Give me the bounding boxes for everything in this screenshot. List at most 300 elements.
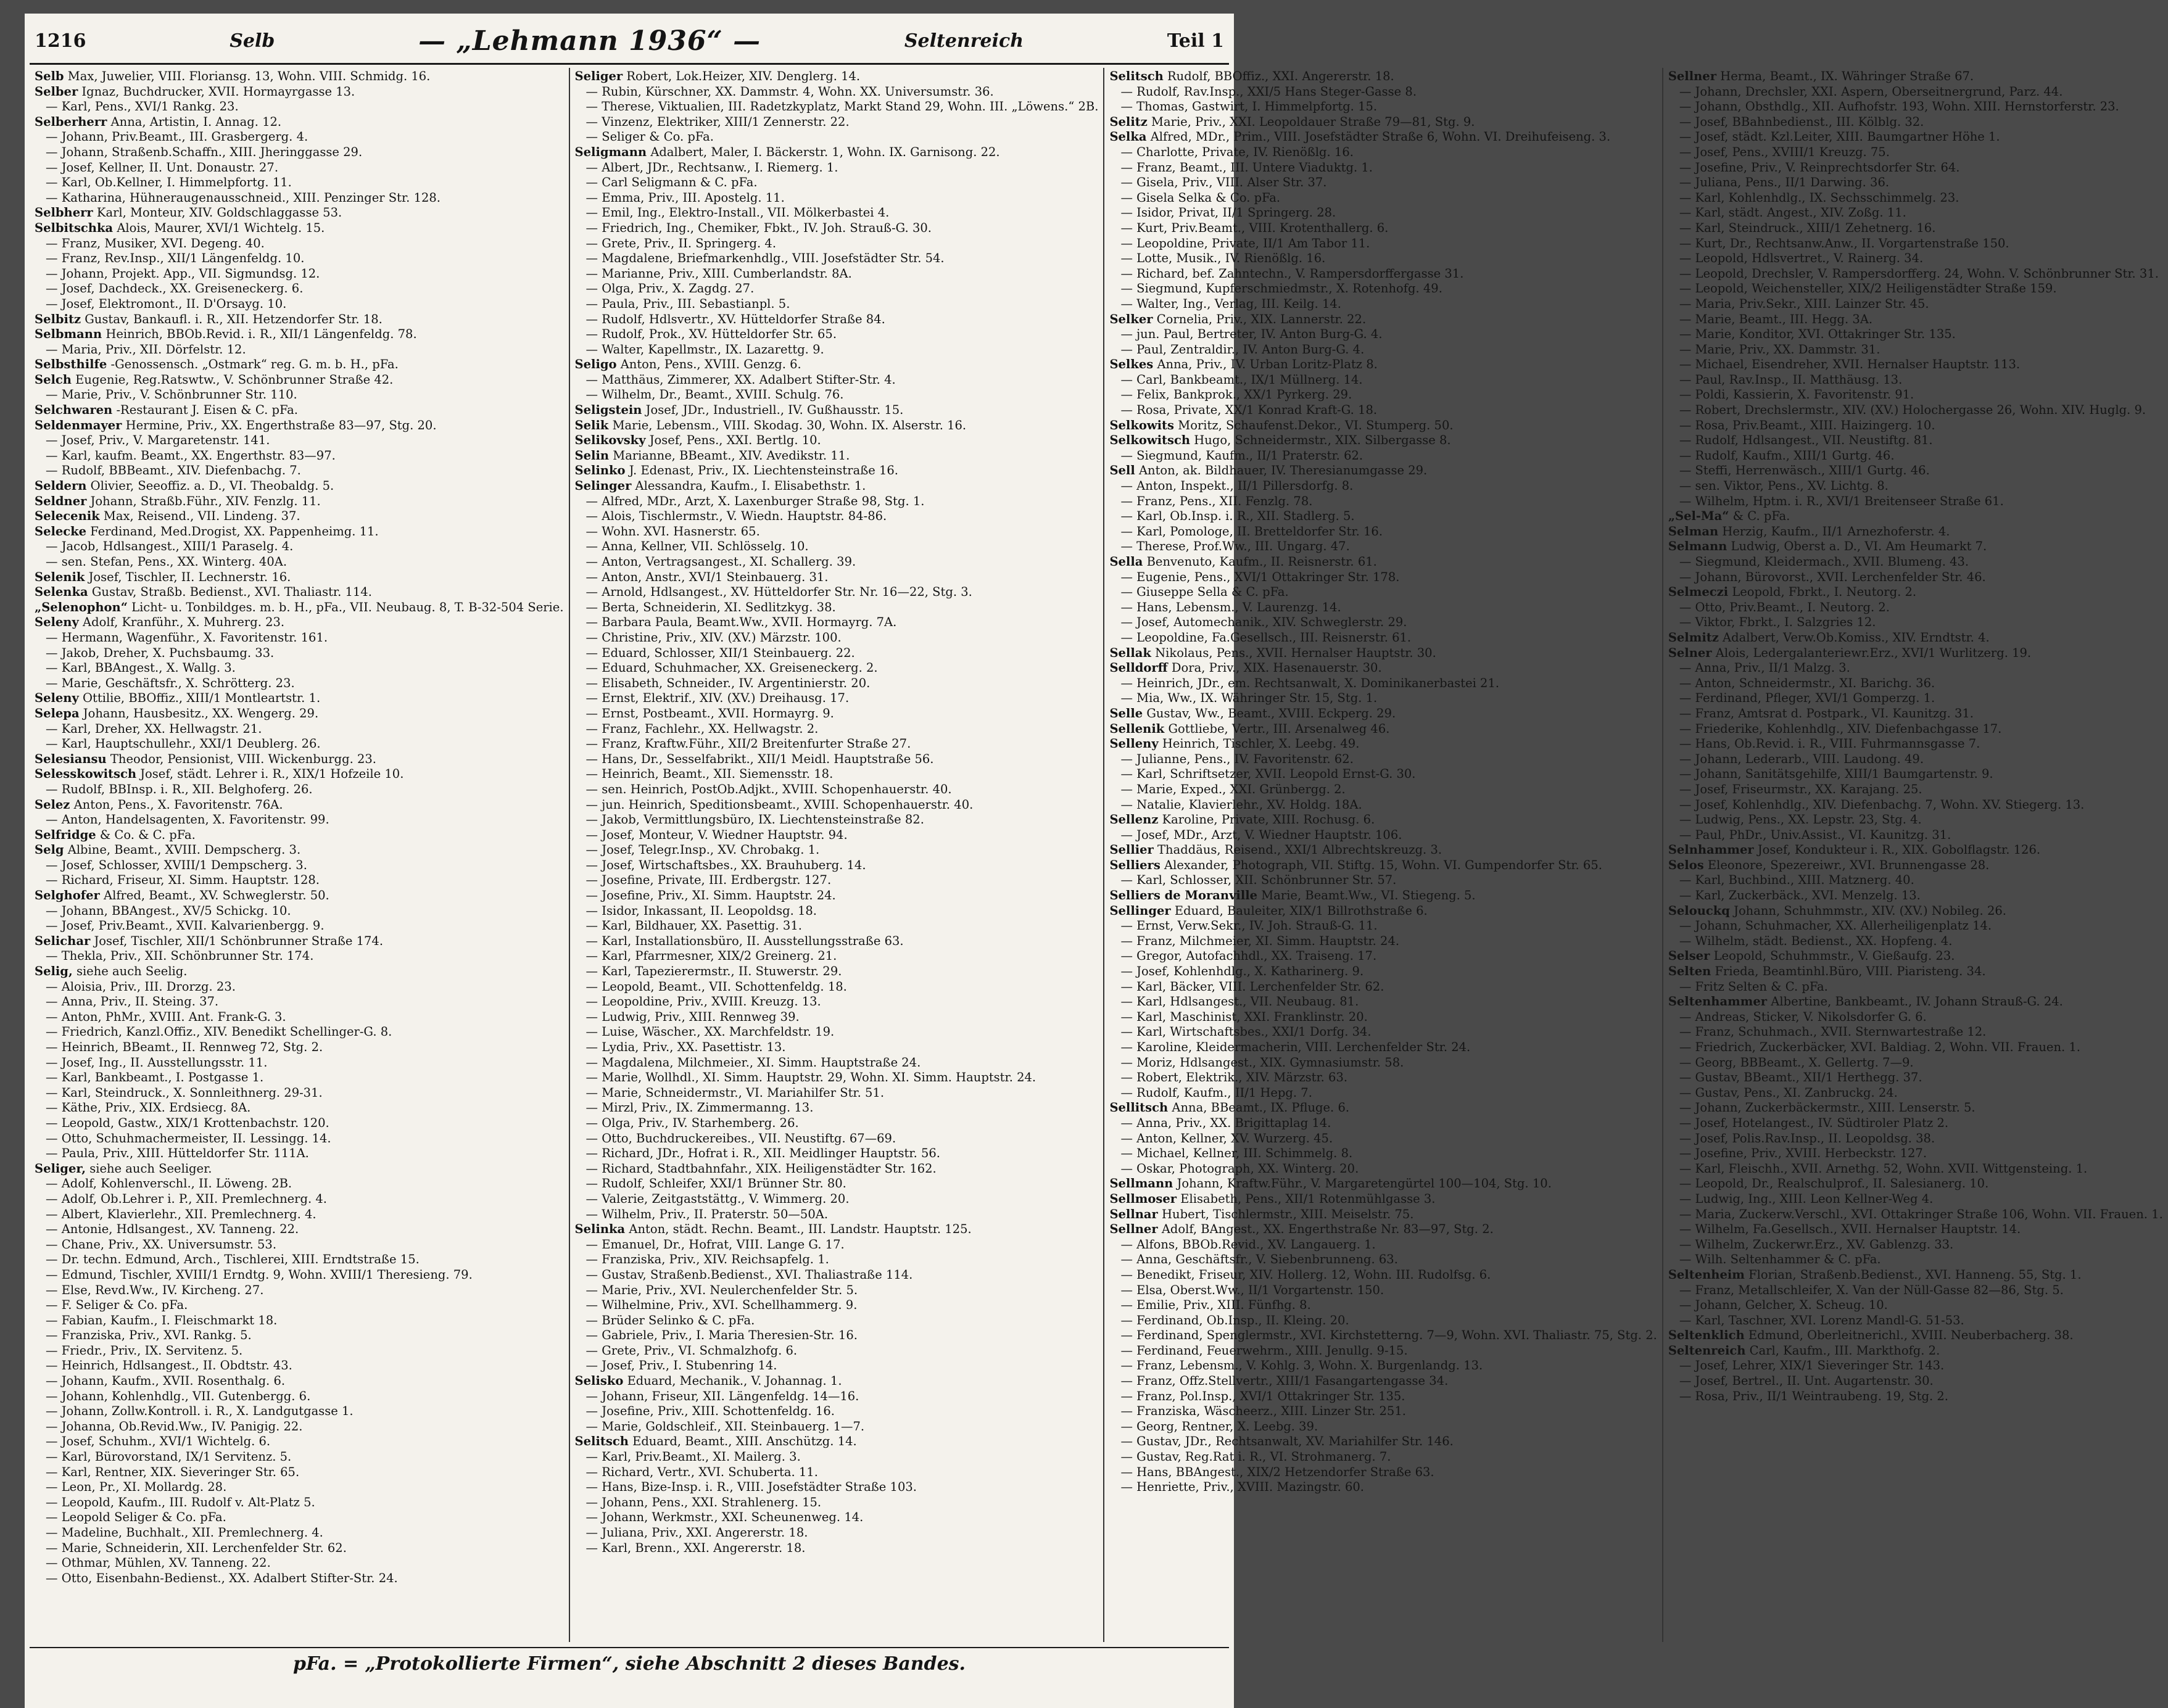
directory-entry: — sen. Viktor, Pens., XV. Lichtg. 8. [1679,479,1889,493]
entry-details: Josef, Friseurmstr., XX. Karajang. 25. [1695,782,1922,796]
entry-surname: Sellner [1109,1222,1158,1237]
entry-details: Wilhelm, Zuckerwr.Erz., XV. Gablenzg. 33. [1695,1237,1954,1252]
directory-entry [35,585,564,600]
directory-entry [35,752,564,767]
directory-entry [1109,1192,1657,1207]
entry-details: Adolf, Kohlenverschl., II. Löweng. 2B. [61,1176,292,1191]
entry-details: Marie, Schneiderin, XII. Lerchenfelder Str. 62. [61,1540,347,1555]
directory-entry: — Juliana, Pens., II/1 Darwing. 36. [1679,175,1890,190]
directory-entry: — Heinrich, BBeamt., II. Rennweg 72, Stg. 2. [46,1040,323,1054]
directory-entry: — Mia, Ww., IX. Währinger Str. 15, Stg. 1. [1120,691,1378,706]
entry-surname: Selmann [1668,539,1727,554]
directory-entry: — Seliger & Co. pFa. [585,130,714,144]
directory-entry: — Karl, Steindruck., X. Sonnleithnerg. 29-31. [46,1085,323,1100]
directory-entry [1109,646,1657,661]
entry-surname: „Sel-Ma“ [1668,509,1729,524]
directory-entry: — Johann, Kaufm., XVII. Rosenthalg. 6. [46,1374,286,1388]
directory-entry [1109,418,1657,434]
directory-entry: — Robert, Elektrik., XIV. Märzstr. 63. [1120,1070,1348,1085]
entry-details: Seliger & Co. pFa. [602,130,714,144]
entry-details: Karl, Bäcker, VIII. Lerchenfelder Str. 62. [1136,979,1384,994]
directory-entry: — Franz, Musiker, XVI. Degeng. 40. [46,236,265,250]
entry-details: Heinrich, BBOb.Revid. i. R., XII/1 Längenfeldg. 78. [106,327,417,342]
directory-entry: — Franziska, Priv., XIV. Reichsapfelg. 1. [585,1252,829,1267]
entry-details: Dr. techn. Edmund, Arch., Tischlerei, XIII. Erndtstraße 15. [61,1252,420,1267]
directory-entry [1668,964,2163,980]
directory-entry: — Josefine, Priv., XI. Simm. Hauptstr. 24. [585,888,836,903]
directory-entry: — Oskar, Photograph, XX. Winterg. 20. [1120,1161,1359,1176]
entry-details: Oskar, Photograph, XX. Winterg. 20. [1136,1161,1359,1176]
directory-entry: — Marie, Wollhdl., XI. Simm. Hauptstr. 29, Wohn. XI. Simm. Hauptstr. 24. [585,1070,1036,1085]
directory-entry: — Friedr., Priv., IX. Servitenz. 5. [46,1343,243,1358]
entry-details: Nikolaus, Pens., XVII. Hernalser Hauptstr. 30. [1155,645,1436,660]
directory-entry: — Gabriele, Priv., I. Maria Theresien-Str. 16. [585,1328,858,1343]
directory-entry: — Fabian, Kaufm., I. Fleischmarkt 18. [46,1313,278,1327]
entry-details: Karl, Kohlenhdlg., IX. Sechsschimmelg. 23. [1695,190,1959,205]
entry-details: Friedrich, Ing., Chemiker, Fbkt., IV. Joh. Strauß-G. 30. [602,220,932,235]
directory-entry: — Josefine, Priv., V. Reinprechtsdorfer Str. 64. [1679,160,1960,175]
entry-details: Gustav, Straßenb.Bedienst., XVI. Thaliastraße 114. [602,1267,913,1282]
entry-details: Leopold, Weichensteller, XIX/2 Heiligenstädter Straße 159. [1695,281,2057,296]
entry-details: Emma, Priv., III. Apostelg. 11. [602,190,785,205]
entry-details: Rudolf, Rav.Insp., XXI/5 Hans Steger-Gasse 8. [1136,84,1417,99]
entry-surname: Selichar [35,933,91,948]
directory-entry [35,479,564,494]
entry-details: Ernst, Elektrif., XIV. (XV.) Dreihausg. 17. [602,691,850,706]
entry-details: Rudolf, Schleifer, XXI/1 Brünner Str. 80. [602,1176,846,1191]
entry-details: Käthe, Priv., XIX. Erdsiecg. 8A. [61,1100,251,1115]
directory-entry: — Madeline, Buchhalt., XII. Premlechnerg. 4. [46,1525,323,1540]
directory-entry: — Maria, Zuckerw.Verschl., XVI. Ottakringer Straße 106, Wohn. VII. Frauen. 1. [1679,1207,2163,1221]
entry-details: Franziska, Priv., XVI. Rankg. 5. [61,1328,252,1343]
directory-entry: — Rudolf, Prok., XV. Hütteldorfer Str. 65. [585,327,837,342]
entry-details: Thaddäus, Reisend., XXI/1 Albrechtskreuzg. 3. [1157,843,1442,857]
directory-entry [575,403,1099,418]
directory-entry: — Wilhelm, Zuckerwr.Erz., XV. Gablenzg. 33. [1679,1237,1954,1252]
directory-entry [1668,524,2163,540]
directory-entry: — Franz, Fachlehr., XX. Hellwagstr. 2. [585,721,819,736]
entry-surname: Selghofer [35,888,100,903]
entry-details: Paul, Zentraldir., IV. Anton Burg-G. 4. [1136,342,1365,357]
entry-surname: Selikovsky [574,433,646,448]
directory-entry: — Gisela Selka & Co. pFa. [1120,190,1281,205]
directory-entry: — Josefine, Priv., XVIII. Herbeckstr. 127. [1679,1146,1927,1161]
entry-details: Edmund, Tischler, XVIII/1 Erndtg. 9, Wohn. XVIII/1 Theresieng. 79. [61,1267,473,1282]
entry-details: Vinzenz, Elektriker, XIII/1 Zennerstr. 22. [602,114,850,129]
entry-details: Rudolf, Kaufm., XIII/1 Gurtg. 46. [1695,448,1895,463]
directory-entry: — Marie, Goldschleif., XII. Steinbauerg. 1—7. [585,1419,865,1434]
entry-details: Josef, Hotelangest., IV. Südtiroler Platz 2. [1695,1115,1949,1130]
directory-entry: — Thomas, Gastwirt, I. Himmelpfortg. 15. [1120,99,1378,114]
entry-details: Alois, Ledergalanteriewr.Erz., XVI/1 Wurlitzerg. 19. [1715,645,2032,660]
entry-details: Friedrich, Zuckerbäcker, XVI. Baldiag. 2, Wohn. VII. Frauen. 1. [1695,1040,2081,1054]
entry-details: Karl, Schlosser, XII. Schönbrunner Str. 57. [1136,873,1397,888]
directory-entry: — Rosa, Priv.Beamt., XIII. Haizingerg. 10. [1679,418,1935,432]
entry-surname: Selman [1668,524,1719,538]
entry-surname: Selber [35,84,78,99]
entry-details: Ernst, Postbeamt., XVII. Hormayrg. 9. [602,706,834,720]
entry-details: Josef, Elektromont., II. D'Orsayg. 10. [61,296,287,311]
entry-details: jun. Paul, Bertreter, IV. Anton Burg-G. 4. [1136,327,1383,342]
entry-surname: Seldner [35,493,87,508]
entry-details: Anton, Pens., XVIII. Genzg. 6. [620,357,801,372]
entry-details: Franziska, Wäscheerz., XIII. Linzer Str. 251. [1136,1404,1406,1419]
entry-details: Anna, Priv., II. Steing. 37. [61,994,219,1009]
directory-entry: — Franz, Amtsrat d. Postpark., VI. Kaunitzg. 31. [1679,706,1974,720]
directory-entry: — Rudolf, Rav.Insp., XXI/5 Hans Steger-Gasse 8. [1120,84,1417,99]
entry-surname: Selig, [35,964,73,979]
entry-details: Eleonore, Spezereiwr., XVI. Brunnengasse 28. [1707,857,1990,872]
directory-entry: — Josef, Dachdeck., XX. Greiseneckerg. 6. [46,281,304,296]
entry-details: Josef, Lehrer, XIX/1 Sieveringer Str. 143. [1695,1358,1945,1373]
entry-details: Karoline, Kleidermacherin, VIII. Lerchenfelder Str. 24. [1136,1040,1471,1054]
directory-entry: — Josef, Wirtschaftsbes., XX. Brauhuberg. 14. [585,857,866,872]
directory-entry: — Wilhelm, Priv., II. Praterstr. 50—50A. [585,1207,829,1221]
directory-entry: — Leopold, Drechsler, V. Rampersdorfferg. 24, Wohn. V. Schönbrunner Str. 31. [1679,266,2159,281]
directory-entry: — Maria, Priv., XII. Dörfelstr. 12. [46,342,246,357]
directory-entry: — Siegmund, Kleidermach., XVII. Blumeng. 43. [1679,555,1969,569]
directory-entry [1668,539,2163,555]
entry-details: Franz, Musiker, XVI. Degeng. 40. [61,236,265,250]
entry-details: -Restaurant J. Eisen & C. pFa. [116,403,298,418]
directory-entry: — Franz, Metallschleifer, X. Van der Nüll-Gasse 82—86, Stg. 5. [1679,1282,2064,1297]
directory-entry: — Eduard, Schlosser, XII/1 Steinbauerg. 22. [585,645,855,660]
directory-entry [1109,736,1657,752]
entry-surname: Selepa [35,706,80,720]
entry-details: Else, Revd.Ww., IV. Kircheng. 27. [61,1282,264,1297]
entry-details: Johann, Lederarb., VIII. Laudong. 49. [1695,751,1924,766]
directory-entry: — Steffi, Herrenwäsch., XIII/1 Gurtg. 46. [1679,463,1930,478]
directory-entry: — Josefine, Priv., XIII. Schottenfeldg. 16. [585,1404,835,1419]
entry-details: Walter, Ing., Verlag, III. Keilg. 14. [1136,296,1341,311]
directory-entry: — Johann, Obsthdlg., XII. Aufhofstr. 193, Wohn. XIII. Hernstorferstr. 23. [1679,99,2119,114]
entry-details: Grete, Priv., II. Springerg. 4. [602,236,777,250]
entry-details: Max, Juwelier, VIII. Floriansg. 13, Wohn. VIII. Schmidg. 16. [67,69,431,83]
header-rule [30,63,1229,65]
entry-details: Olivier, Seeoffiz. a. D., VI. Theobaldg. 5. [90,479,334,493]
header-title: — „Lehmann 1936“ — [418,25,761,57]
entry-details: Josef, JDr., Industriell., IV. Gußhausstr. 15. [645,403,904,418]
directory-entry: — Alfred, MDr., Arzt, X. Laxenburger Straße 98, Stg. 1. [585,493,925,508]
directory-entry: — Franz, Offz.Stellvertr., XIII/1 Fasangartengasse 34. [1120,1374,1449,1388]
directory-entry: — Aloisia, Priv., III. Drorzg. 23. [46,979,236,994]
directory-entry: — Karl, kaufm. Beamt., XX. Engerthstr. 83—97. [46,448,336,463]
entry-details: Karoline, Private, XIII. Rochusg. 6. [1162,812,1375,827]
directory-page [25,14,2163,1708]
directory-entry: — jun. Paul, Bertreter, IV. Anton Burg-G. 4. [1120,327,1383,342]
entry-details: J. Edenast, Priv., IX. Liechtensteinstraße 16. [629,463,898,478]
directory-entry: — Marie, Schneidermstr., VI. Mariahilfer Str. 51. [585,1085,885,1100]
directory-entry [35,494,564,510]
directory-entry: — Karl, Rentner, XIX. Sieveringer Str. 65. [46,1464,300,1479]
entry-surname: Seltenreich [1668,1343,1746,1358]
entry-surname: Selnhammer [1668,843,1754,857]
directory-entry: — Franziska, Priv., XVI. Rankg. 5. [46,1328,252,1343]
directory-entry: — Richard, Friseur, XI. Simm. Hauptstr. 128. [46,873,320,888]
entry-details: Brüder Selinko & C. pFa. [602,1313,755,1327]
directory-entry: — Rudolf, BBBeamt., XIV. Diefenbachg. 7. [46,463,301,478]
directory-entry [35,373,564,388]
directory-entry: — Gustav, JDr., Rechtsanwalt, XV. Mariahilfer Str. 146. [1120,1434,1454,1449]
directory-entry [35,706,564,722]
entry-surname: Seltenheim [1668,1267,1745,1282]
directory-entry: — Anna, Priv., II. Steing. 37. [46,994,219,1009]
directory-entry: — Leopold, Beamt., VII. Schottenfeldg. 18. [585,979,847,994]
entry-details: Eduard, Beamt., XIII. Anschützg. 14. [632,1434,857,1449]
directory-entry: — Katharina, Hühneraugenausschneid., XIII. Penzinger Str. 128. [46,190,441,205]
directory-entry: — Marie, Priv., XX. Dammstr. 31. [1679,342,1880,357]
entry-details: Ernst, Verw.Sekr., IV. Joh. Strauß-G. 11. [1136,918,1378,933]
entry-details: Grete, Priv., VI. Schmalzhofg. 6. [602,1343,798,1358]
directory-entry: — Carl, Bankbeamt., IX/1 Müllnerg. 14. [1120,372,1363,387]
entry-details: Ferdinand, Ob.Insp., II. Kleing. 20. [1136,1313,1349,1327]
entry-details: Johann, Zuckerbäckermstr., XIII. Lenserstr. 5. [1695,1100,1976,1115]
directory-entry [35,403,564,418]
entry-details: sen. Stefan, Pens., XX. Winterg. 40A. [61,555,288,569]
directory-entry: — Otto, Eisenbahn-Bedienst., XX. Adalbert Stifter-Str. 24. [46,1570,398,1585]
entry-details: Hans, Lebensm., V. Laurenzg. 14. [1136,600,1341,614]
directory-entry: — Ludwig, Ing., XIII. Leon Kellner-Weg 4. [1679,1191,1934,1206]
entry-surname: Sellenz [1109,812,1159,827]
directory-entry: — Karl, Bankbeamt., I. Postgasse 1. [46,1070,264,1085]
directory-entry [1109,69,1657,85]
directory-entry: — Johann, Sanitätsgehilfe, XIII/1 Baumgartenstr. 9. [1679,767,1993,782]
entry-details: Benedikt, Friseur, XIV. Hollerg. 12, Wohn. III. Rudolfsg. 6. [1136,1267,1491,1282]
entry-details: Ludwig, Ing., XIII. Leon Kellner-Weg 4. [1695,1191,1934,1206]
directory-entry: — Rudolf, Schleifer, XXI/1 Brünner Str. 80. [585,1176,846,1191]
entry-details: Licht- u. Tonbildges. m. b. H., pFa., VII. Neubaug. 8, T. B-32-504 Serie. [131,600,564,614]
entry-details: Karl, Pomologe, II. Bretteldorfer Str. 16. [1136,524,1383,538]
entry-details: Marie, Schneidermstr., VI. Mariahilfer Str. 51. [602,1085,885,1100]
entry-surname: Selkowits [1109,418,1175,432]
directory-entry: — Albert, Klavierlehr., XII. Premlechnerg. 4. [46,1207,317,1221]
directory-entry [1668,843,2163,858]
directory-entry: — Valerie, Zeitgaststättg., V. Wimmerg. 20. [585,1191,850,1206]
directory-entry: — Richard, bef. Zahntechn., V. Rampersdorffergasse 31. [1120,266,1464,281]
entry-details: Heinrich, JDr., em. Rechtsanwalt, X. Dominikanerbastei 21. [1136,675,1500,690]
directory-entry: — Wilh. Seltenhammer & C. pFa. [1679,1252,1881,1267]
entry-details: -Genossensch. „Ostmark“ reg. G. m. b. H., pFa. [110,357,399,372]
entry-details: Johann, Werkmstr., XXI. Scheunenweg. 14. [602,1510,864,1525]
entry-details: Jacob, Hdlsangest., XIII/1 Paraselg. 4. [61,539,294,554]
entry-details: Georg, Rentner, X. Leebg. 39. [1136,1419,1318,1434]
entry-details: Marie, Beamt., III. Hegg. 3A. [1695,311,1873,326]
entry-details: Olga, Priv., IV. Starhemberg. 26. [602,1115,799,1130]
directory-entry: — Olga, Priv., IV. Starhemberg. 26. [585,1115,799,1130]
entry-details: Elisabeth, Pens., XII/1 Rotenmühlgasse 3. [1180,1191,1436,1206]
directory-entry: — Emma, Priv., III. Apostelg. 11. [585,190,785,205]
entry-details: Herma, Beamt., IX. Währinger Straße 67. [1720,69,1974,83]
entry-details: Richard, Friseur, XI. Simm. Hauptstr. 128. [61,873,320,888]
directory-entry: — Marie, Geschäftsfr., X. Schrötterg. 23. [46,675,295,690]
entry-details: Luise, Wäscher., XX. Marchfeldstr. 19. [602,1025,835,1039]
directory-entry: — Johann, Lederarb., VIII. Laudong. 49. [1679,751,1924,766]
directory-entry: — F. Seliger & Co. pFa. [46,1298,188,1313]
entry-details: Hubert, Tischlermstr., XIII. Meiselstr. 75. [1162,1207,1414,1221]
entry-surname: Sellak [1109,645,1151,660]
directory-entry: — Friedrich, Zuckerbäcker, XVI. Baldiag. 2, Wohn. VII. Frauen. 1. [1679,1040,2081,1054]
entry-surname: Seleny [35,691,79,706]
directory-entry: — Karl, Ob.Insp. i. R., XII. Stadlerg. 5. [1120,509,1355,524]
entry-details: Moriz, Hdlsangest., XIX. Gymnasiumstr. 58. [1136,1055,1404,1070]
directory-entry [35,418,564,434]
entry-surname: Selle [1109,706,1143,720]
directory-entry: — Johann, Werkmstr., XXI. Scheunenweg. 14. [585,1510,864,1525]
entry-details: Hermine, Priv., XX. Engerthstraße 83—97, Stg. 20. [125,418,437,432]
entry-details: Marie, Priv., XVI. Neulerchenfelder Str. 5. [602,1282,858,1297]
header-first-entry: Selb [230,30,275,52]
entry-details: Paula, Priv., XIII. Hütteldorfer Str. 111A. [61,1146,309,1161]
entry-details: Alessandra, Kaufm., I. Elisabethstr. 1. [635,479,866,493]
entry-details: Otto, Buchdruckereibes., VII. Neustiftg. 67—69. [602,1131,896,1145]
directory-entry: — Karl, Installationsbüro, II. Ausstellungsstraße 63. [585,933,904,948]
entry-details: Poldi, Kassierin, X. Favoritenstr. 91. [1695,387,1914,402]
entry-details: Franz, Pol.Insp., XVI/1 Ottakringer Str. 135. [1136,1388,1405,1403]
entry-details: Heinrich, Beamt., XII. Siemensstr. 18. [602,767,834,782]
directory-entry: — Lydia, Priv., XX. Pasettistr. 13. [585,1040,786,1054]
directory-entry: — Brüder Selinko & C. pFa. [585,1313,755,1327]
directory-entry: — Johanna, Ob.Revid.Ww., IV. Panigig. 22. [46,1419,303,1434]
entry-details: Emil, Ing., Elektro-Install., VII. Mölkerbastei 4. [602,205,890,220]
entry-surname: Selitz [1109,114,1148,129]
directory-entry: — Emil, Ing., Elektro-Install., VII. Mölkerbastei 4. [585,205,890,220]
directory-entry: — Georg, BBBeamt., X. Gellertg. 7—9. [1679,1055,1914,1070]
directory-entry: — Rudolf, Hdlsvertr., XV. Hütteldorfer Straße 84. [585,311,885,326]
entry-details: sen. Heinrich, PostOb.Adjkt., XVIII. Schopenhauerstr. 40. [602,782,952,796]
directory-entry: — Wilhelmine, Priv., XVI. Schellhammerg. 9. [585,1298,858,1313]
entry-details: Karl, städt. Angest., XIV. Zoßg. 11. [1695,205,1906,220]
directory-entry: — Leopoldine, Fa.Gesellsch., III. Reisnerstr. 61. [1120,630,1412,645]
entry-details: Karl, Maschinist, XXI. Franklinstr. 20. [1136,1009,1368,1024]
directory-entry: — Leopoldine, Priv., XVIII. Kreuzg. 13. [585,994,821,1009]
directory-entry: — Käthe, Priv., XIX. Erdsiecg. 8A. [46,1100,251,1115]
directory-entry: — Josef, Ing., II. Ausstellungsstr. 11. [46,1055,268,1070]
entry-details: Katharina, Hühneraugenausschneid., XIII. Penzinger Str. 128. [61,190,441,205]
directory-entry: — Anna, Geschäftsfr., V. Siebenbrunneng. 63. [1120,1252,1398,1267]
entry-details: Viktor, Fbrkt., I. Salzgries 12. [1695,615,1876,630]
entry-details: Karl, Hdlsangest., VII. Neubaug. 81. [1136,994,1359,1009]
entry-details: Johann, Obsthdlg., XII. Aufhofstr. 193, Wohn. XIII. Hernstorferstr. 23. [1695,99,2119,114]
entry-details: Josef, Automechanik., XIV. Schweglerstr. 29. [1136,615,1407,630]
entry-surname: Selitsch [574,1434,629,1449]
directory-entry [575,433,1099,448]
entry-details: jun. Heinrich, Speditionsbeamt., XVIII. Schopenhauerstr. 40. [602,797,974,812]
directory-entry [575,448,1099,464]
entry-details: Otto, Schuhmachermeister, II. Lessingg. 14. [61,1131,331,1145]
entry-details: Karl, Buchbind., XIII. Matznerg. 40. [1695,873,1914,888]
entry-details: Johann, Kohlenhdlg., VII. Gutenbergg. 6. [61,1388,311,1403]
header-last-entry: Seltenreich [904,30,1024,52]
entry-details: Josef, Monteur, V. Wiedner Hauptstr. 94. [602,827,848,842]
directory-entry: — sen. Stefan, Pens., XX. Winterg. 40A. [46,555,288,569]
directory-entry: — Ernst, Postbeamt., XVII. Hormayrg. 9. [585,706,834,720]
entry-details: Max, Reisend., VII. Lindeng. 37. [103,509,300,524]
entry-surname: Sellner [1668,69,1716,83]
entry-surname: Selitsch [1109,69,1164,83]
directory-entry [1109,812,1657,828]
entry-details: Johann, Hausbesitz., XX. Wengerg. 29. [83,706,319,720]
entry-details: Anton, Inspekt., II/1 Pillersdorfg. 8. [1136,479,1354,493]
directory-entry: — Walter, Ing., Verlag, III. Keilg. 14. [1120,296,1341,311]
directory-entry: — Josef, Kohlenhdlg., XIV. Diefenbachg. 7, Wohn. XV. Stiegerg. 13. [1679,797,2085,812]
entry-details: Franz, Pens., XII. Fenzlg. 78. [1136,493,1313,508]
directory-entry: — Marie, Konditor, XVI. Ottakringer Str. 135. [1679,327,1956,342]
directory-entry: — Ernst, Elektrif., XIV. (XV.) Dreihausg. 17. [585,691,850,706]
directory-entry: — Karl, Brenn., XXI. Angererstr. 18. [585,1540,806,1555]
entry-surname: Sellinger [1109,903,1171,918]
directory-entry: — Johann, Zollw.Kontroll. i. R., X. Landgutgasse 1. [46,1404,354,1419]
entry-details: Wohn. XVI. Hasnerstr. 65. [602,524,760,538]
entry-details: Hans, BBAngest., XIX/2 Hetzendorfer Straße 63. [1136,1464,1434,1479]
directory-entry: — Georg, Rentner, X. Leebg. 39. [1120,1419,1318,1434]
directory-entry: — Hermann, Wagenführ., X. Favoritenstr. 161. [46,630,328,645]
directory-entry: — Kurt, Priv.Beamt., VIII. Krotenthallerg. 6. [1120,220,1389,235]
directory-entry: — Gustav, BBeamt., XII/1 Herthegg. 37. [1679,1070,1922,1085]
entry-details: Johann, Schuhmacher, XX. Allerheiligenplatz 14. [1695,918,1992,933]
directory-entry: — Karl, Bürovorstand, IX/1 Servitenz. 5. [46,1450,292,1464]
entry-details: Michael, Kellner, III. Schimmelg. 8. [1136,1146,1353,1161]
entry-surname: Selmitz [1668,630,1719,645]
directory-entry: — Rudolf, Kaufm., XIII/1 Gurtg. 46. [1679,448,1895,463]
entry-details: Therese, Viktualien, III. Radetzkyplatz, Markt Stand 29, Wohn. III. „Löwens.“ 2B. [602,99,1099,114]
directory-entry: — Hans, BBAngest., XIX/2 Hetzendorfer Straße 63. [1120,1464,1434,1479]
entry-details: Paul, Rav.Insp., II. Matthäusg. 13. [1695,372,1903,387]
entry-details: Karl, Bürovorstand, IX/1 Servitenz. 5. [61,1450,292,1464]
entry-details: Rudolf, Hdlsvertr., XV. Hütteldorfer Straße 84. [602,311,885,326]
directory-entry: — Leopoldine, Private, II/1 Am Tabor 11. [1120,236,1370,250]
directory-entry: — Johann, Friseur, XII. Längenfeldg. 14—16. [585,1388,859,1403]
entry-details: Josef, Kohlenhdlg., X. Katharinerg. 9. [1136,964,1364,979]
directory-entry: — Karoline, Kleidermacherin, VIII. Lerchenfelder Str. 24. [1120,1040,1471,1054]
entry-details: Richard, JDr., Hofrat i. R., XII. Meidlinger Hauptstr. 56. [602,1146,940,1161]
entry-details: Emanuel, Dr., Hofrat, VIII. Lange G. 17. [602,1237,845,1252]
entry-details: Frieda, Beamtinhl.Büro, VIII. Piaristeng. 34. [1715,964,1986,979]
directory-entry [35,767,564,782]
directory-entry: — Adolf, Kohlenverschl., II. Löweng. 2B. [46,1176,292,1191]
entry-details: Anna, Priv., II/1 Malzg. 3. [1695,661,1850,675]
entry-details: Josef, Schuhm., XVI/1 Wichtelg. 6. [61,1434,271,1449]
directory-entry: — Leopold Seliger & Co. pFa. [46,1510,226,1525]
entry-details: Leopold, Drechsler, V. Rampersdorfferg. 24, Wohn. V. Schönbrunner Str. 31. [1695,266,2159,281]
entry-details: Josef, Pens., XXI. Bertlg. 10. [649,433,821,448]
entry-details: Wilhelm, Fa.Gesellsch., XVII. Hernalser Hauptstr. 14. [1695,1222,2021,1237]
directory-entry: — Elsa, Oberst.Ww., II/1 Vorgartenstr. 150. [1120,1282,1384,1297]
entry-details: Alfred, Beamt., XV. Schweglerstr. 50. [104,888,329,903]
directory-entry: — Henriette, Priv., XVIII. Mazingstr. 60. [1120,1480,1364,1495]
directory-entry: — Franz, Milchmeier, XI. Simm. Hauptstr. 24. [1120,933,1400,948]
directory-entry: — Dr. techn. Edmund, Arch., Tischlerei, XIII. Erndtstraße 15. [46,1252,420,1267]
directory-entry: — Marie, Exped., XXI. Grünbergg. 2. [1120,782,1346,796]
entry-details: Ludwig, Oberst a. D., VI. Am Heumarkt 7. [1731,539,1987,554]
entry-details: Johann, Gelcher, X. Scheug. 10. [1695,1298,1888,1313]
directory-entry: — Josef, Schlosser, XVIII/1 Dempscherg. 3. [46,857,307,872]
directory-entry: — Heinrich, Hdlsangest., II. Obdtstr. 43. [46,1358,292,1373]
directory-entry: — Karl, Hdlsangest., VII. Neubaug. 81. [1120,994,1359,1009]
directory-entry: — Hans, Lebensm., V. Laurenzg. 14. [1120,600,1341,614]
directory-entry: — Franz, Lebensm., V. Kohlg. 3, Wohn. X. Burgenlandg. 13. [1120,1358,1483,1373]
entry-details: Gisela Selka & Co. pFa. [1136,190,1281,205]
directory-entry: — Josef, Elektromont., II. D'Orsayg. 10. [46,296,287,311]
entry-details: Anna, Priv., XX. Brigittaplag 14. [1136,1115,1331,1130]
directory-entry [1109,706,1657,722]
entry-details: Felix, Bankprok., XX/1 Pyrkerg. 29. [1136,387,1352,402]
directory-entry: — Paul, Zentraldir., IV. Anton Burg-G. 4. [1120,342,1365,357]
entry-details: Johann, Kaufm., XVII. Rosenthalg. 6. [61,1374,286,1388]
entry-details: Isidor, Inkassant, II. Leopoldsg. 18. [602,903,817,918]
entry-details: Gustav, BBeamt., XII/1 Herthegg. 37. [1695,1070,1922,1085]
directory-entry [35,843,564,858]
entry-details: Leopoldine, Private, II/1 Am Tabor 11. [1136,236,1370,250]
